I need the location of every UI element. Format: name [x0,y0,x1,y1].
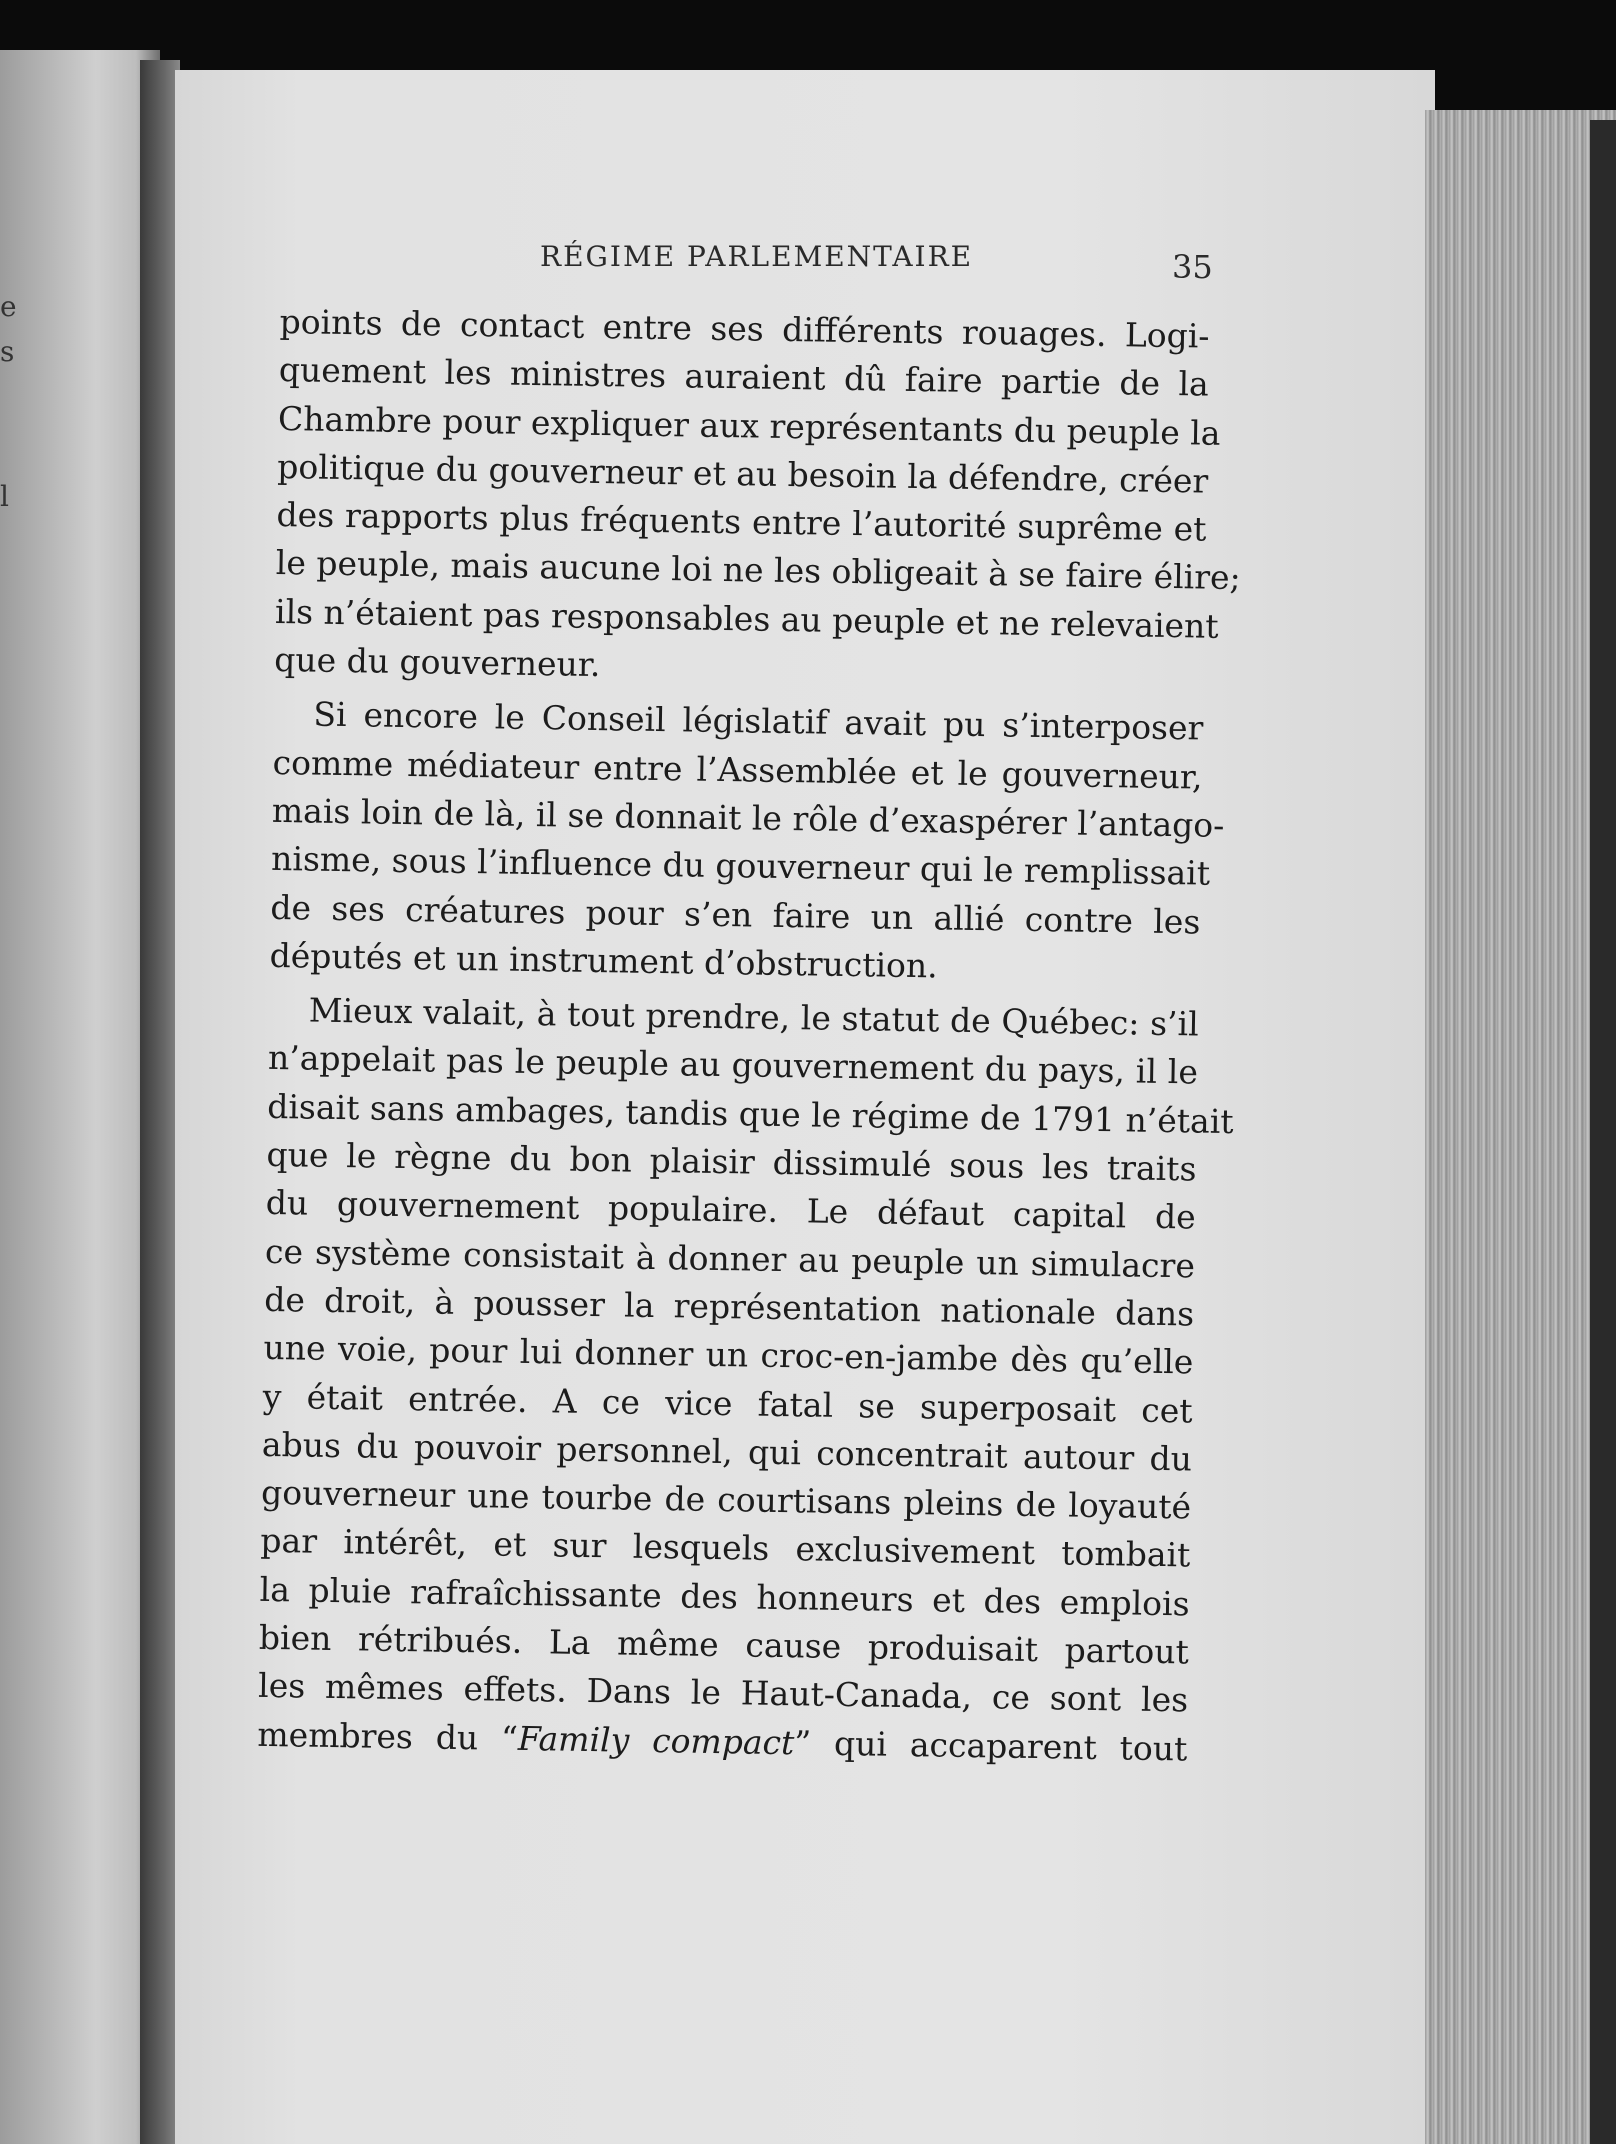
left-facing-page [0,50,160,2144]
paragraph [257,986,1234,1773]
text-line: gouverneur une tourbe de courtisans pleins de loyauté [260,1472,1192,1527]
text-line: politique du gouverneur et au besoin la défendre, créer [277,446,1209,501]
running-header: RÉGIME PARLEMENTAIRE [540,240,974,273]
left-page-fragment: e [0,290,17,323]
left-page-fragment: l [0,480,9,513]
text-line: que le règne du bon plaisir dissimulé sous les traits [266,1134,1197,1189]
text-line: députés et un instrument d’obstruction. [269,935,939,986]
text-line: nisme, sous l’influence du gouverneur qui le remplissait [270,839,1211,893]
text-line: disait sans ambages, tandis que le régime de 1791 n’était [266,1086,1234,1141]
body-text [257,298,1241,1779]
text-line: ils n’étaient pas responsables au peuple et ne relevaient [274,591,1219,646]
text-line: abus du pouvoir personnel, qui concentrait autour du [261,1424,1193,1479]
text-line: de ses créatures pour s’en faire un allié contre les [270,887,1201,942]
text-line: que du gouverneur. [274,640,601,685]
text-line: y était entrée. A ce vice fatal se superposait cet [262,1376,1193,1431]
book-cover-edge [1590,120,1616,2144]
book-gutter [140,60,180,2144]
text-fragment: ” qui accaparent tout [794,1722,1188,1769]
text-line: par intérêt, et sur lesquels exclusivement tombait [260,1521,1191,1575]
text-line: les mêmes effets. Dans le Haut-Canada, ce sont les [257,1666,1189,1720]
text-line: bien rétribués. La même cause produisait partout [258,1617,1190,1672]
text-line: de droit, à pousser la représentation nationale dans [263,1279,1195,1334]
paragraph [274,298,1241,699]
page-edges [1425,110,1616,2144]
text-line: Mieux valait, à tout prendre, le statut de Québec: s’il [308,990,1200,1044]
text-fragment: membres du “ [257,1714,519,1758]
left-page-fragment: s [0,335,15,368]
text-line: Chambre pour expliquer aux représentants du peuple la [277,398,1221,453]
italic-phrase: Family compact [517,1718,795,1762]
text-line: Si encore le Conseil législatif avait pu s’interposer [313,694,1204,748]
page-number: 35 [1172,248,1213,286]
text-line: ce système consistait à donner au peuple un simulacre [264,1231,1196,1286]
text-line: des rapports plus fréquents entre l’autorité suprême et [276,495,1207,549]
text-line: la pluie rafraîchissante des honneurs et des emplois [259,1569,1190,1624]
text-line: du gouvernement populaire. Le défaut capital de [265,1183,1196,1237]
text-line: quement les ministres auraient dû faire partie de la [278,350,1210,404]
paragraph [269,690,1225,994]
text-line: mais loin de là, il se donnait le rôle d’exaspérer l’antago- [271,790,1225,845]
text-line: une voie, pour lui donner un croc-en-jambe dès qu’elle [263,1328,1194,1382]
text-line: points de contact entre ses différents rouages. Logi- [279,301,1210,356]
text-line: le peuple, mais aucune loi ne les obligeait à se faire élire; [275,543,1241,598]
text-line: n’appelait pas le peuple au gouvernement du pays, il le [267,1038,1199,1092]
text-line: comme médiateur entre l’Assemblée et le gouverneur, [272,742,1203,797]
